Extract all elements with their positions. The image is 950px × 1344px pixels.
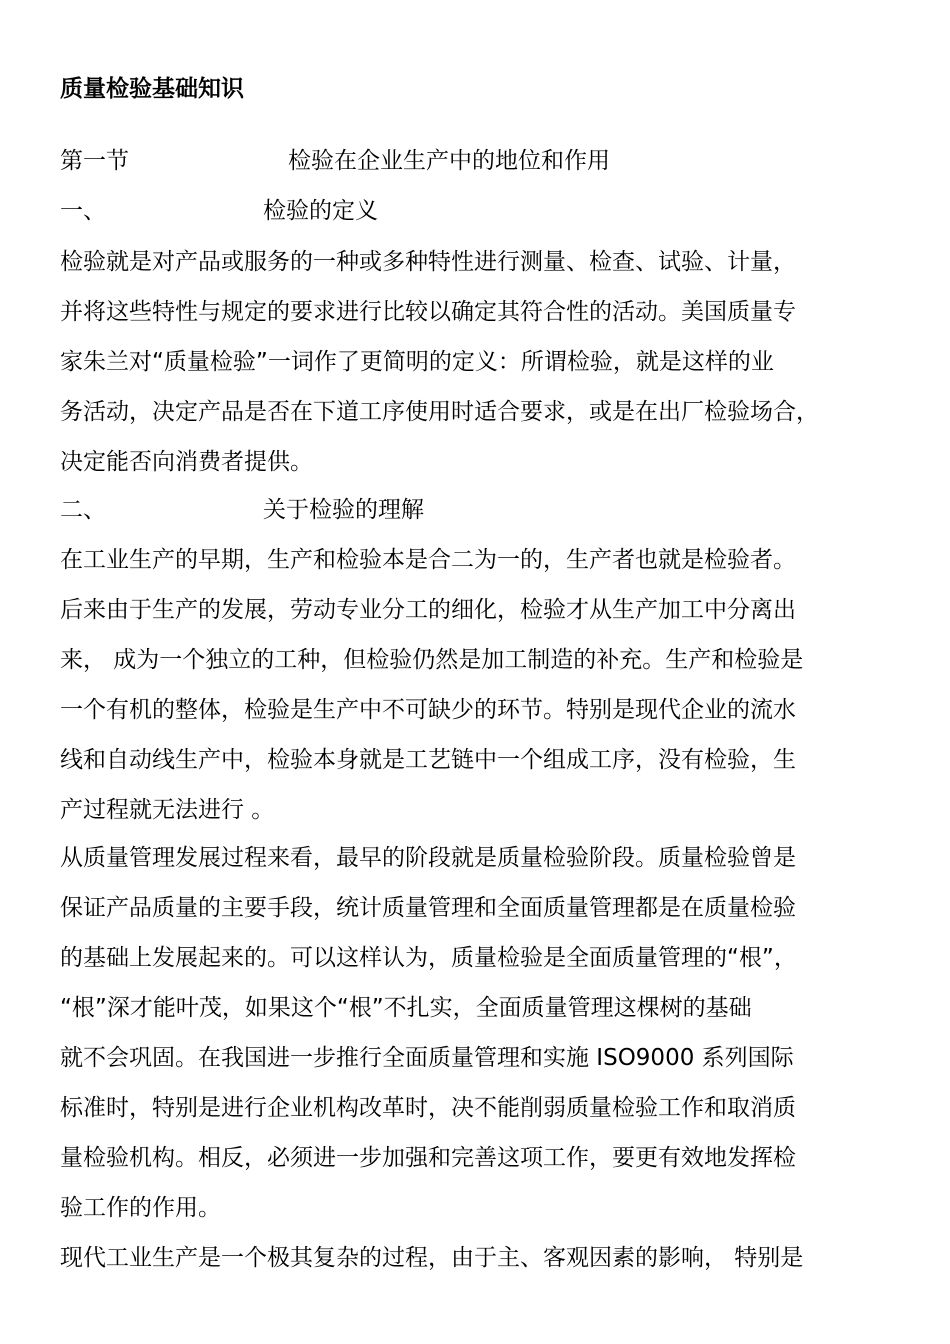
subsection-number: 二、	[60, 497, 106, 523]
paragraph-line: 后来由于生产的发展，劳动专业分工的细化，检验才从生产加工中分离出	[60, 597, 796, 623]
section-title: 检验在企业生产中的地位和作用	[288, 148, 610, 174]
subsection-title: 检验的定义	[263, 198, 378, 224]
paragraph-line: 验工作的作用。	[60, 1195, 221, 1221]
section-heading-1	[60, 144, 610, 178]
paragraph-line: 从质量管理发展过程来看，最早的阶段就是质量检验阶段。质量检验曾是	[60, 845, 796, 871]
paragraph-line: 一个有机的整体，检验是生产中不可缺少的环节。特别是现代企业的流水	[60, 697, 796, 723]
paragraph-line: 产过程就无法进行 。	[60, 797, 275, 823]
subsection-number: 一、	[60, 198, 106, 224]
subsection-heading-1	[60, 194, 378, 228]
paragraph-line: 量检验机构。相反，必须进一步加强和完善这项工作，要更有效地发挥检	[60, 1145, 796, 1171]
paragraph-definition	[60, 237, 895, 487]
paragraph-line: 检验就是对产品或服务的一种或多种特性进行测量、检查、试验、计量，	[60, 249, 796, 275]
paragraph-line: 线和自动线生产中，检验本身就是工艺链中一个组成工序，没有检验，生	[60, 747, 796, 773]
paragraph-line: 现代工业生产是一个极其复杂的过程，由于主、客观因素的影响， 特别是	[60, 1245, 804, 1271]
paragraph-line: 保证产品质量的主要手段，统计质量管理和全面质量管理都是在质量检验	[60, 895, 796, 921]
paragraph-line: 并将这些特性与规定的要求进行比较以确定其符合性的活动。美国质量专	[60, 299, 796, 325]
paragraph-line: 的基础上发展起来的。可以这样认为，质量检验是全面质量管理的“根”，	[60, 945, 797, 971]
paragraph-modern-production	[60, 1233, 895, 1283]
subsection-title: 关于检验的理解	[263, 497, 424, 523]
paragraph-line: 家朱兰对“质量检验”一词作了更简明的定义：所谓检验，就是这样的业	[60, 349, 774, 375]
paragraph-line: 务活动，决定产品是否在下道工序使用时适合要求，或是在出厂检验场合，	[60, 399, 819, 425]
paragraph-understanding	[60, 535, 895, 835]
paragraph-line: 就不会巩固。在我国进一步推行全面质量管理和实施 ISO9000 系列国际	[60, 1045, 794, 1071]
paragraph-line: 在工业生产的早期，生产和检验本是合二为一的，生产者也就是检验者。	[60, 547, 796, 573]
section-number: 第一节	[60, 148, 129, 174]
subsection-heading-2	[60, 493, 424, 527]
paragraph-quality-management	[60, 833, 895, 1233]
document-title: 质量检验基础知识	[60, 76, 244, 102]
paragraph-line: 标准时，特别是进行企业机构改革时，决不能削弱质量检验工作和取消质	[60, 1095, 796, 1121]
paragraph-line: 决定能否向消费者提供。	[60, 449, 313, 475]
paragraph-line: “根”深才能叶茂，如果这个“根”不扎实，全面质量管理这棵树的基础	[60, 995, 752, 1021]
paragraph-line: 来， 成为一个独立的工种，但检验仍然是加工制造的补充。生产和检验是	[60, 647, 804, 673]
